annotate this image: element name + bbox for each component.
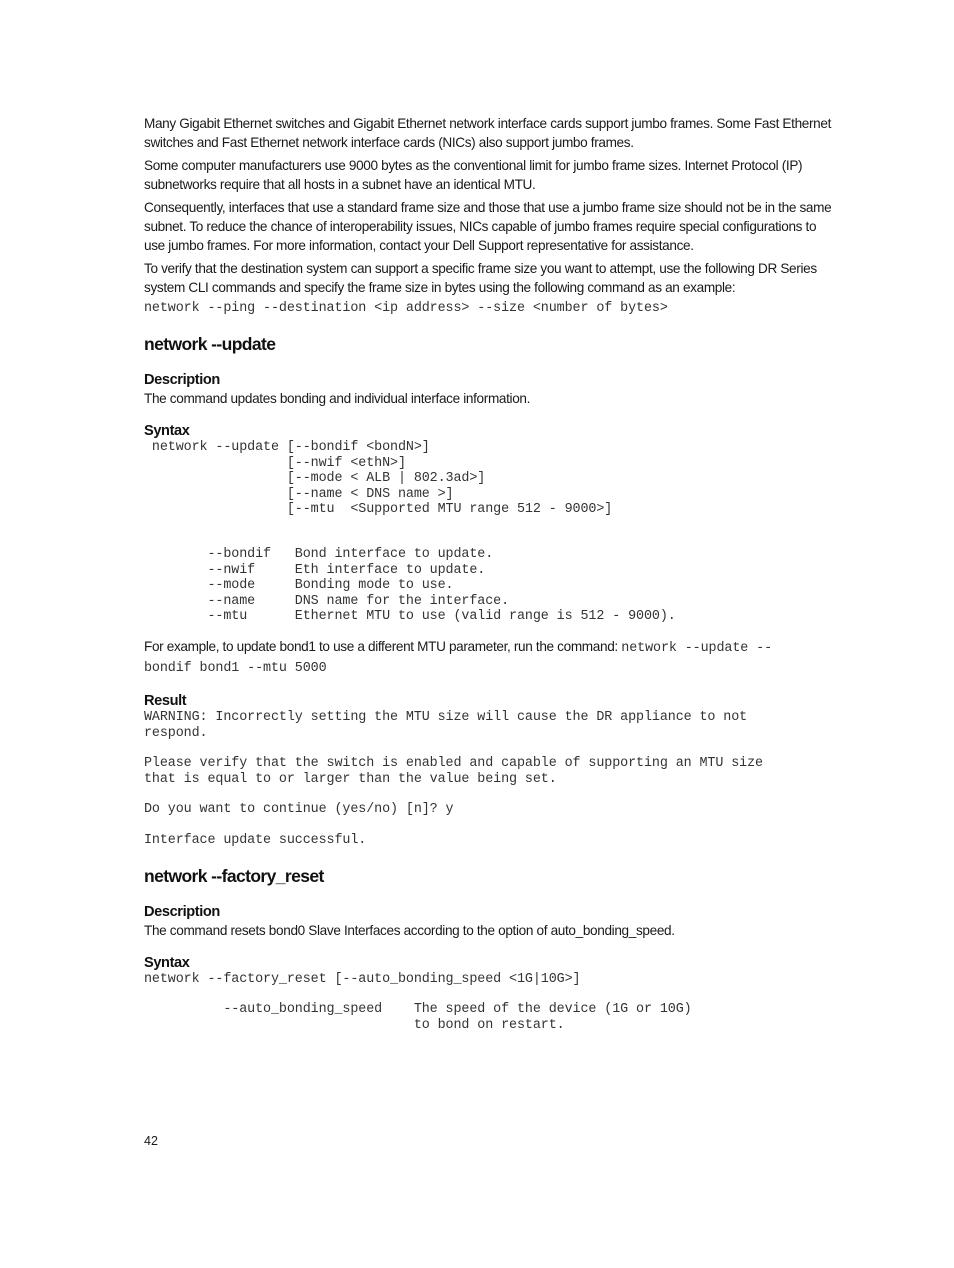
update-example-command-2: bondif bond1 --mtu 5000 bbox=[144, 661, 327, 677]
result-warning: WARNING: Incorrectly setting the MTU size will cause the DR appliance to not respond. bbox=[144, 710, 748, 741]
update-result-heading: Result bbox=[144, 693, 187, 710]
ping-command: network --ping --destination <ip address> --size <number of bytes> bbox=[144, 301, 668, 316]
factory-reset-syntax-heading: Syntax bbox=[144, 954, 190, 971]
factory-reset-syntax: network --factory_reset [--auto_bonding_speed <1G|10G>] bbox=[144, 971, 581, 987]
update-options-block: --bondif Bond interface to update. --nwif Eth interface to update. --mode Bonding mode to use. --name DNS name for the interface. --mtu Ethernet MTU to use (valid range is 512 - 9000). bbox=[207, 547, 676, 625]
factory-reset-options: --auto_bonding_speed The speed of the device (1G or 10G) to bond on restart. bbox=[223, 1002, 692, 1033]
update-description: The command updates bonding and individual interface information. bbox=[144, 391, 531, 407]
update-syntax-heading: Syntax bbox=[144, 423, 190, 440]
update-example bbox=[144, 638, 840, 678]
result-continue-prompt: Do you want to continue (yes/no) [n]? y bbox=[144, 802, 454, 818]
page-content bbox=[144, 114, 840, 1033]
update-example-command-1: network --update -- bbox=[621, 641, 773, 657]
intro-paragraph-2: Some computer manufacturers use 9000 bytes as the conventional limit for jumbo frame sizes. Internet Protocol (IP) subnetworks require that all hosts in a subnet have an identical MTU. bbox=[144, 158, 803, 192]
factory-reset-description: The command resets bond0 Slave Interfaces according to the option of auto_bonding_speed. bbox=[144, 922, 675, 938]
factory-reset-section-title: network --factory_reset bbox=[144, 865, 324, 886]
intro-paragraph-3: Consequently, interfaces that use a standard frame size and those that use a jumbo frame size should not be in the same subnet. To reduce the chance of interoperability issues, NICs capable of jumbo frames require special configurations to use jumbo frames. For more information, contact your Dell Support representative for assistance. bbox=[144, 200, 832, 253]
intro-paragraph-1: Many Gigabit Ethernet switches and Gigabit Ethernet network interface cards support jumbo frames. Some Fast Ethernet switches and Fast Ethernet network interface cards (NICs) also support jumbo frames. bbox=[144, 116, 832, 150]
factory-reset-description-heading: Description bbox=[144, 903, 220, 920]
update-description-heading: Description bbox=[144, 372, 220, 389]
update-section-title: network --update bbox=[144, 334, 276, 355]
intro-paragraph-4: To verify that the destination system can support a specific frame size you want to attempt, use the following DR Series system CLI commands and specify the frame size in bytes using the following command as an example: bbox=[144, 261, 817, 295]
page-number: 42 bbox=[144, 1134, 158, 1148]
result-success: Interface update successful. bbox=[144, 832, 367, 848]
update-syntax-block: network --update [--bondif <bondN>] [--nwif <ethN>] [--mode < ALB | 802.3ad>] [--name < DNS name >] [--mtu <Supported MTU range 512 - 9000>] bbox=[151, 440, 613, 518]
update-example-text: For example, to update bond1 to use a different MTU parameter, run the command: bbox=[144, 639, 622, 655]
result-verify: Please verify that the switch is enabled and capable of supporting an MTU size that is equal to or larger than the value being set. bbox=[144, 756, 763, 787]
